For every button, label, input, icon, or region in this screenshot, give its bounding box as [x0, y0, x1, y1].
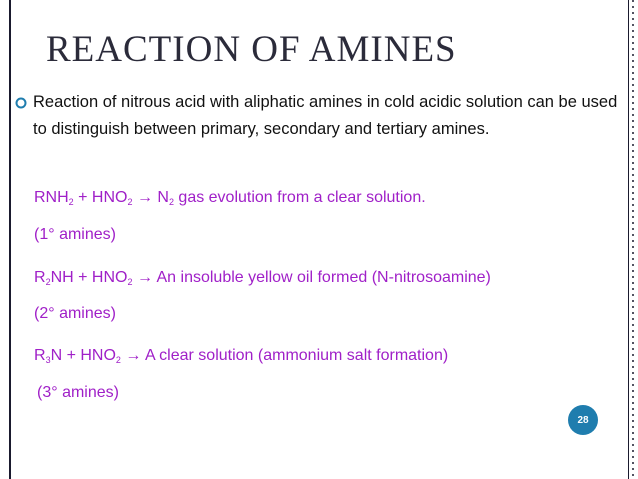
reaction-secondary-label: (2° amines): [34, 305, 116, 322]
hollow-circle-bullet-icon: [14, 96, 28, 110]
reaction-tertiary-label: (3° amines): [37, 384, 119, 401]
right-frame-dotted-line: [631, 0, 635, 479]
reaction-primary-equation: $RNH_2 + HNO_2 \to N_2$ gas evolution from a clear solution.: [34, 189, 426, 207]
bullet-text: Reaction of nitrous acid with aliphatic amines in cold acidic solution can be used to distinguish between primary, secondary and tertiary amines.: [33, 93, 618, 138]
reaction-primary-label: (1° amines): [34, 226, 116, 243]
left-frame-line: [9, 0, 11, 479]
reaction-secondary-equation: $R_2NH + HNO_2 \to An$ insoluble yellow oil formed (N-nitrosoamine): [34, 269, 491, 287]
right-frame-line: [628, 0, 629, 479]
slide-title: REACTION OF AMINES: [46, 29, 457, 70]
page-number-badge: 28: [568, 405, 598, 435]
reaction-tertiary-equation: $R_3N + HNO_2 \to A$ clear solution (ammonium salt formation): [34, 347, 449, 365]
